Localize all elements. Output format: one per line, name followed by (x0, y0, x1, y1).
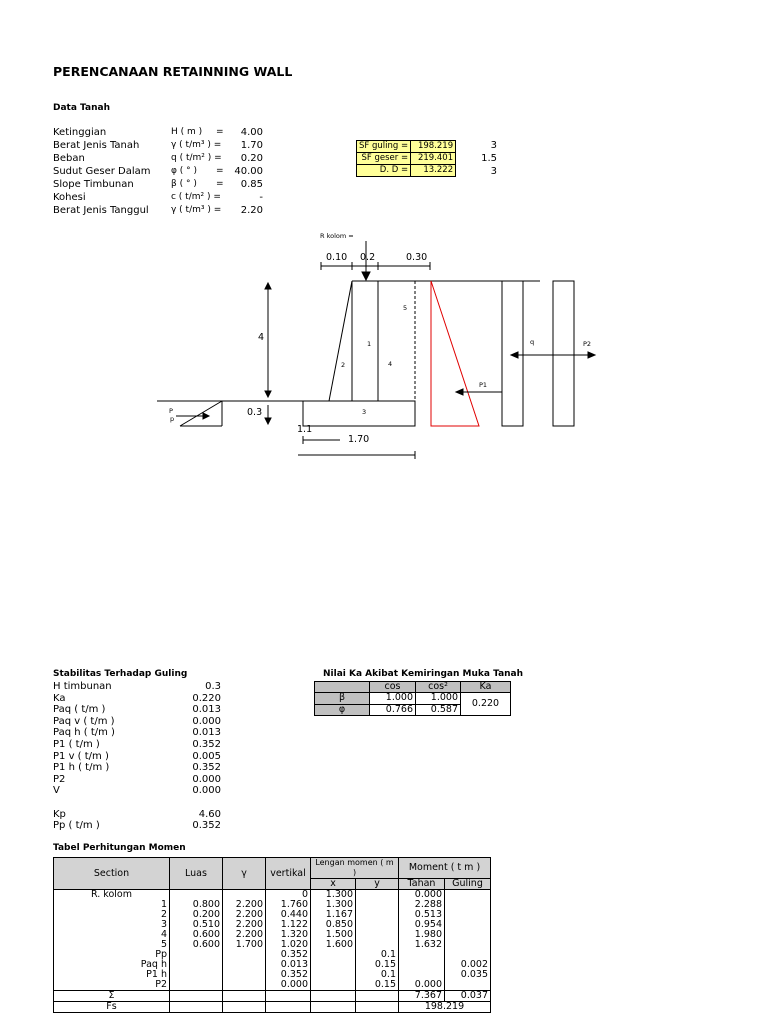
sf-label: SF geser = (357, 153, 411, 165)
guling-row (53, 693, 221, 705)
p2-label: P2 (583, 340, 592, 348)
section-2-label: 2 (341, 361, 346, 369)
row-label: Beban (53, 153, 85, 164)
row-value: 4.00 (240, 127, 263, 138)
h-moment: Moment ( t m ) (399, 858, 491, 879)
pp-label: P (169, 407, 173, 415)
cell-g (223, 960, 266, 970)
ka-h-cos2: cos² (416, 682, 461, 693)
guling-label: Pp ( t/m ) (53, 820, 100, 832)
r-kolom-label: R kolom = (320, 232, 354, 240)
cell-y (356, 910, 399, 920)
row-label: Ketinggian (53, 127, 107, 138)
cell-l: 0.800 (170, 900, 223, 910)
row-eq: = (216, 127, 224, 137)
guling-row (53, 774, 221, 786)
row-eq: = (216, 166, 224, 176)
row-symbol: c ( t/m² ) = (171, 192, 221, 202)
cell-gu: 0.002 (445, 960, 491, 970)
cell-s: 4 (54, 930, 170, 940)
cell-g: 1.700 (223, 940, 266, 950)
h-y: y (356, 879, 399, 890)
sf-required: 3 (490, 166, 497, 177)
cell-t: 1.632 (399, 940, 445, 950)
cell-t: 0.000 (399, 890, 445, 901)
section-4-label: 4 (388, 360, 393, 368)
guling-label: Paq v ( t/m ) (53, 715, 115, 727)
cell-y: 0.15 (356, 960, 399, 970)
cell-v: 1.320 (266, 930, 311, 940)
row-value: 2.20 (240, 205, 263, 216)
row-value: 0.20 (240, 153, 263, 164)
row-value: - (259, 192, 263, 203)
guling-row (53, 739, 221, 751)
cell-l: 0.600 (170, 930, 223, 940)
h-guling: Guling (445, 879, 491, 890)
cell-v: 0 (266, 890, 311, 901)
cell-x: 0.850 (311, 920, 356, 930)
row-eq: = (216, 179, 224, 189)
h-x: x (311, 879, 356, 890)
guling-label: Paq h ( t/m ) (53, 727, 115, 739)
row-label: Sudut Geser Dalam (53, 166, 151, 177)
guling-value: 0.013 (192, 727, 221, 739)
cell-y: 0.1 (356, 970, 399, 980)
cell-l: 0.510 (170, 920, 223, 930)
table-row (54, 980, 491, 991)
table-row (54, 960, 491, 970)
ka-h-cos: cos (370, 682, 416, 693)
guling-value: 0.352 (192, 739, 221, 750)
cell-s: 5 (54, 940, 170, 950)
cell-v: 0.440 (266, 910, 311, 920)
cell-t: 2.288 (399, 900, 445, 910)
ka-phi: φ (315, 704, 370, 716)
dim-top-c: 0.30 (406, 252, 428, 263)
cell-y: 0.15 (356, 980, 399, 991)
dim-height: 4 (258, 332, 265, 343)
sf-value: 198.219 (411, 141, 456, 153)
ka-phi-cos2: 0.587 (416, 704, 461, 716)
cell-y (356, 930, 399, 940)
guling-label: P1 ( t/m ) (53, 739, 100, 750)
guling-label: P1 h ( t/m ) (53, 762, 110, 774)
guling-label: Ka (53, 692, 66, 704)
guling-value: 0.352 (192, 820, 221, 832)
guling-label: V (53, 785, 60, 797)
cell-y (356, 900, 399, 910)
cell-v: 1.122 (266, 920, 311, 930)
cell-g: 2.200 (223, 900, 266, 910)
cell-l: 0.600 (170, 940, 223, 950)
guling-row (53, 727, 221, 739)
row-symbol: β ( ° ) (171, 179, 197, 189)
dim-base-height: 0.3 (247, 407, 263, 418)
cell-g: 2.200 (223, 930, 266, 940)
sum-label: Σ (54, 991, 170, 1002)
cell-s: 2 (54, 910, 170, 920)
cell-v: 0.000 (266, 980, 311, 991)
guling-value: 0.352 (192, 762, 221, 774)
row-symbol: φ ( ° ) (171, 166, 198, 176)
cell-gu (445, 890, 491, 901)
cell-s: P1 h (54, 970, 170, 980)
page-title: PERENCANAAN RETAINNING WALL (53, 64, 293, 79)
sf-value: 219.401 (411, 153, 456, 165)
guling-row (53, 762, 221, 774)
data-tanah-heading: Data Tanah (53, 103, 110, 113)
guling-label: Paq ( t/m ) (53, 704, 106, 716)
ka-beta: β (315, 693, 370, 705)
fs-value: 198.219 (399, 1002, 491, 1013)
cell-gu (445, 930, 491, 940)
h-lengan: Lengan momen ( m ) (311, 858, 399, 879)
cell-x: 1.167 (311, 910, 356, 920)
cell-v: 1.760 (266, 900, 311, 910)
cell-v: 0.013 (266, 960, 311, 970)
ka-beta-cos: 1.000 (370, 693, 416, 705)
cell-t (399, 950, 445, 960)
row-value: 1.70 (240, 140, 263, 151)
guling-value: 0.000 (192, 785, 221, 797)
q-label: q (530, 338, 535, 346)
cell-gu (445, 910, 491, 920)
row-label: Berat Jenis Tanah (53, 140, 140, 151)
cell-v: 0.352 (266, 970, 311, 980)
ka-value: 0.220 (461, 693, 511, 716)
cell-g: 2.200 (223, 920, 266, 930)
ka-heading: Nilai Ka Akibat Kemiringan Muka Tanah (323, 669, 524, 679)
dim-top-b: 0.2 (360, 252, 376, 263)
cell-x (311, 950, 356, 960)
cell-y (356, 890, 399, 901)
cell-x: 1.300 (311, 890, 356, 901)
cell-x (311, 970, 356, 980)
guling-value: 0.013 (192, 704, 221, 716)
guling-row (53, 681, 221, 693)
cell-x: 1.500 (311, 930, 356, 940)
guling-row (53, 751, 221, 763)
guling-value: 0.3 (205, 681, 221, 692)
guling-row (53, 785, 221, 797)
row-symbol: γ ( t/m³ ) = (171, 205, 222, 215)
guling-value: 0.000 (192, 773, 221, 785)
cell-gu (445, 900, 491, 910)
fs-label: Fs (54, 1002, 170, 1013)
guling-value: 0.000 (192, 715, 221, 727)
row-label: Kohesi (53, 192, 86, 203)
cell-s: P2 (54, 980, 170, 991)
sum-tahan: 7.367 (399, 991, 445, 1002)
cell-s: 1 (54, 900, 170, 910)
row-label: Slope Timbunan (53, 179, 134, 190)
guling-label: P1 v ( t/m ) (53, 750, 109, 762)
guling-label: H timbunan (53, 681, 112, 692)
cell-v: 1.020 (266, 940, 311, 950)
cell-x: 1.300 (311, 900, 356, 910)
cell-gu (445, 940, 491, 950)
h-section: Section (54, 858, 170, 890)
cell-x (311, 960, 356, 970)
row-label: Berat Jenis Tanggul (53, 205, 149, 216)
sf-required: 1.5 (481, 153, 497, 164)
moment-table (53, 857, 491, 1013)
guling-row (53, 797, 221, 809)
guling-row (53, 820, 221, 832)
guling-label: Kp (53, 808, 66, 820)
ka-table (314, 681, 511, 716)
cell-x: 1.600 (311, 940, 356, 950)
cell-t: 0.513 (399, 910, 445, 920)
cell-g: 2.200 (223, 910, 266, 920)
h-vertikal: vertikal (266, 858, 311, 890)
cell-s: R. kolom (54, 890, 170, 901)
cell-s: Paq h (54, 960, 170, 970)
row-value: 40.00 (234, 166, 263, 177)
cell-g (223, 970, 266, 980)
sf-label: D. D = (357, 165, 411, 177)
cell-y (356, 920, 399, 930)
cell-gu: 0.035 (445, 970, 491, 980)
sum-guling: 0.037 (445, 991, 491, 1002)
guling-row (53, 704, 221, 716)
ka-h-ka: Ka (461, 682, 511, 693)
cell-t: 1.980 (399, 930, 445, 940)
moment-heading: Tabel Perhitungan Momen (53, 843, 186, 853)
dim-top-a: 0.10 (326, 252, 348, 263)
ka-beta-cos2: 1.000 (416, 693, 461, 705)
h-luas: Luas (170, 858, 223, 890)
cell-l (170, 950, 223, 960)
cell-t: 0.954 (399, 920, 445, 930)
cell-v: 0.352 (266, 950, 311, 960)
cell-l (170, 980, 223, 991)
cell-y: 0.1 (356, 950, 399, 960)
sf-required: 3 (490, 140, 497, 151)
row-symbol: q ( t/m² ) = (171, 153, 222, 163)
guling-row (53, 809, 221, 821)
cell-l (170, 960, 223, 970)
guling-heading: Stabilitas Terhadap Guling (53, 669, 188, 679)
sf-value: 13.222 (411, 165, 456, 177)
cell-l: 0.200 (170, 910, 223, 920)
guling-value: 0.005 (192, 750, 221, 762)
guling-value: 4.60 (198, 808, 221, 820)
guling-label: P2 (53, 773, 66, 785)
cell-gu (445, 920, 491, 930)
h-tahan: Tahan (399, 879, 445, 890)
h-gamma: γ (223, 858, 266, 890)
table-row (54, 940, 491, 950)
dim-toe: 1.1 (297, 424, 313, 435)
row-value: 0.85 (240, 179, 263, 190)
dim-base-width: 1.70 (348, 434, 370, 445)
cell-gu (445, 980, 491, 991)
cell-t: 0.000 (399, 980, 445, 991)
cell-x (311, 980, 356, 991)
cell-t (399, 960, 445, 970)
guling-row (53, 716, 221, 728)
sf-label: SF guling = (357, 141, 411, 153)
section-1-label: 1 (367, 340, 372, 348)
section-3-label: 3 (362, 408, 367, 416)
section-5-label: 5 (403, 304, 408, 312)
cell-g (223, 980, 266, 991)
table-row (54, 950, 491, 960)
pp-sub-label: p (170, 415, 175, 423)
ka-phi-cos: 0.766 (370, 704, 416, 716)
cell-s: 3 (54, 920, 170, 930)
row-symbol: H ( m ) (171, 127, 203, 137)
row-symbol: γ ( t/m³ ) = (171, 140, 222, 150)
cell-s: Pp (54, 950, 170, 960)
p1-label: P1 (479, 381, 488, 389)
guling-value: 0.220 (192, 692, 221, 704)
cell-l (170, 970, 223, 980)
cell-g (223, 950, 266, 960)
